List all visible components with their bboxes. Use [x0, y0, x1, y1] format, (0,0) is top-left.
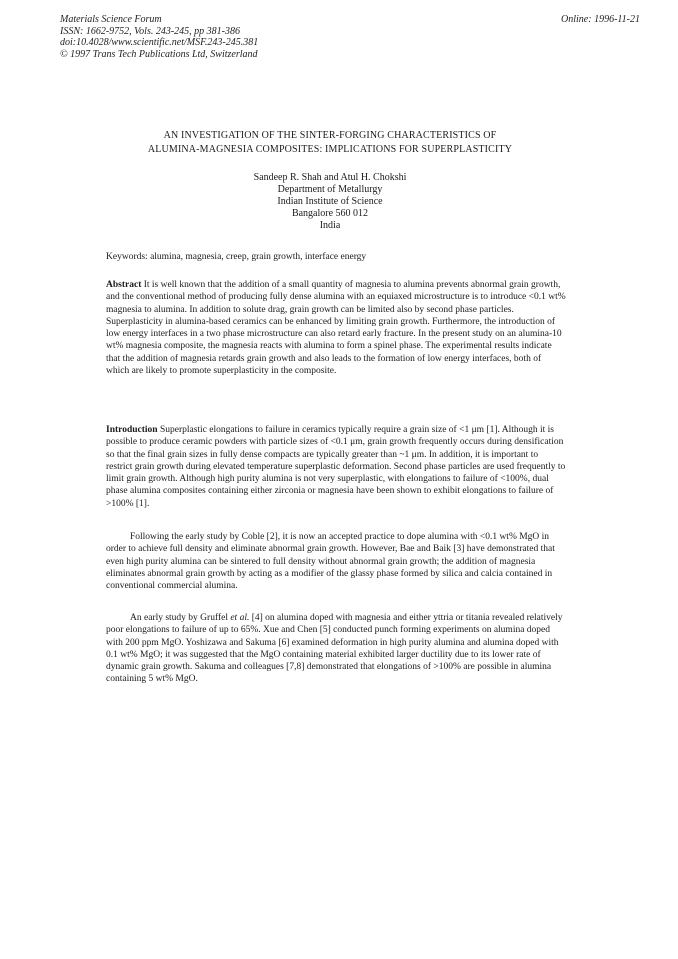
introduction-heading: Introduction: [106, 425, 158, 435]
author-city: Bangalore 560 012: [291, 208, 369, 219]
p3-text-before: An early study by Gruffel: [130, 613, 231, 623]
online-date: Online: 1996-11-21: [561, 14, 640, 25]
p3-text-after: [4] on alumina doped with magnesia and either yttria or titania revealed relatively poor elongations to failure of up to 65%. Xue and Chen [5] conducted punch forming experiments on alumina doped with 200 ppm MgO. Yoshizawa and Sakuma [6] examined deformation in high purity alumina and alumina doped with 0.1 wt% MgO; it was suggested that the MgO containing material exhibited larger ductility due to its lower rate of dynamic grain growth. Sakuma and colleagues [7,8] demonstrated that elongations of >100% are possible in alumina containing 5 wt% MgO.: [106, 613, 563, 685]
paper-title: [60, 129, 600, 156]
introduction-paragraph-1: [106, 424, 566, 510]
abstract-heading: Abstract: [106, 280, 142, 290]
keywords: Keywords: alumina, magnesia, creep, grain growth, interface energy: [106, 252, 367, 262]
doi-line: doi:10.4028/www.scientific.net/MSF.243-245.381: [60, 37, 259, 48]
author-institute: Indian Institute of Science: [277, 196, 383, 207]
copyright-line: © 1997 Trans Tech Publications Ltd, Switzerland: [60, 48, 258, 60]
abstract-paragraph: [106, 279, 566, 377]
page-header: [60, 14, 640, 60]
title-line-1: AN INVESTIGATION OF THE SINTER-FORGING CHARACTERISTICS OF: [163, 130, 497, 141]
introduction-text-1: Superplastic elongations to failure in ceramics typically require a grain size of <1 μm [1]. Although it is possible to produce ceramic powders with particle sizes of <0.1 μm, grain growth frequently occurs during densification so that the final grain sizes in fully dense compacts are typically greater than ~1 μm. In addition, it is important to restrict grain growth during elevated temperature superplastic deformation. Second phase particles are used frequently to limit grain growth. Although high purity alumina is not very superplastic, with elongations to failure of <100%, dual phase alumina composites containing either zirconia or magnesia have been shown to exhibit elongations to failure of >100% [1].: [106, 425, 566, 509]
introduction-paragraph-3: [106, 612, 566, 686]
title-line-2: ALUMINA-MAGNESIA COMPOSITES: IMPLICATIONS FOR SUPERPLASTICITY: [147, 143, 513, 155]
p3-et-al: et al.: [230, 613, 250, 623]
author-names: Sandeep R. Shah and Atul H. Chokshi: [253, 172, 407, 183]
citation-block: [60, 14, 640, 60]
author-department: Department of Metallurgy: [277, 184, 383, 195]
author-block: [60, 172, 600, 232]
introduction-paragraph-2: Following the early study by Coble [2], it is now an accepted practice to dope alumina with <0.1 wt% MgO in order to achieve full density and eliminate abnormal grain growth. However, Bae and Baik [3] have demonstrated that even high purity alumina can be sintered to full density without abnormal grain growth; the addition of magnesia eliminates abnormal grain growth by acting as a modifier of the glassy phase formed by silica and calcia contained in conventional commercial alumina.: [106, 532, 555, 592]
issn-line: ISSN: 1662-9752, Vols. 243-245, pp 381-386: [60, 25, 240, 37]
journal-name: Materials Science Forum: [60, 14, 162, 25]
abstract-text: It is well known that the addition of a small quantity of magnesia to alumina prevents abnormal grain growth, and the conventional method of producing fully dense alumina with an equiaxed microstructure is to introduce <0.1 wt% magnesia to alumina. In addition to solute drag, grain growth can be limited also by second phase particles. Superplasticity in alumina-based ceramics can be enhanced by limiting grain growth. Furthermore, the introduction of low energy interfaces in a two phase microstructure can also retard early fracture. In the present study on an alumina-10 wt% magnesia composite, the magnesia reacts with alumina to form a spinel phase. The experimental results indicate that the addition of magnesia retards grain growth and also leads to the formation of low energy interfaces, both of which are likely to promote superplasticity in the composite.: [106, 280, 566, 377]
author-country: India: [319, 220, 341, 231]
